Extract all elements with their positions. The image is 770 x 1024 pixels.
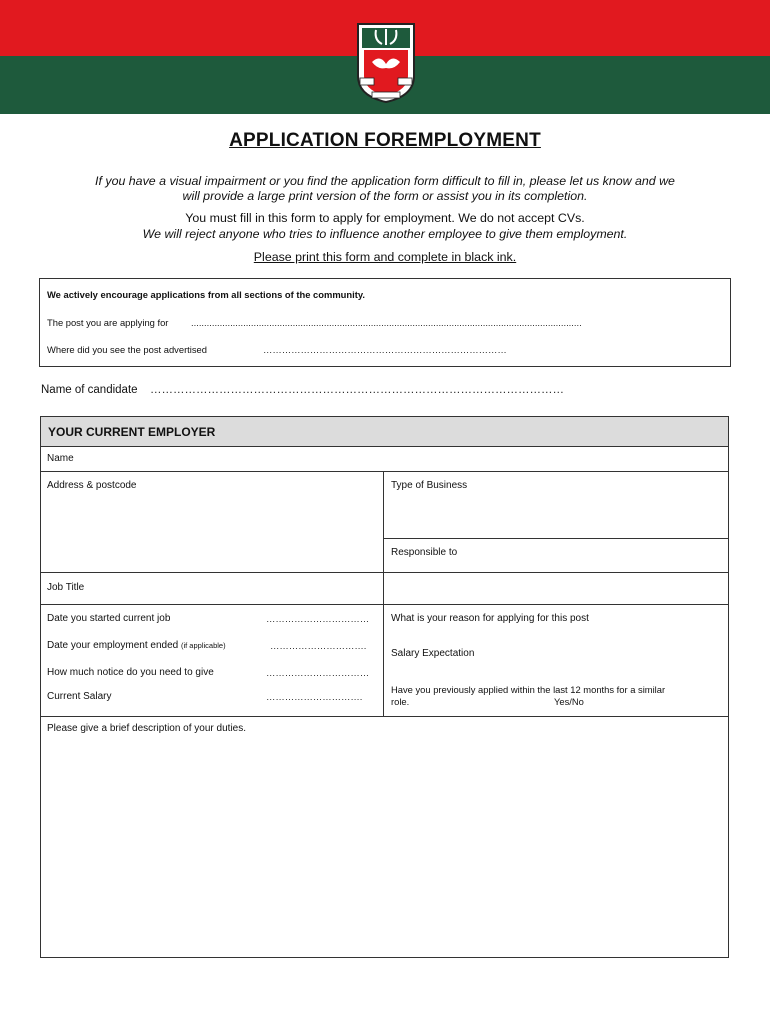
row-divider bbox=[40, 471, 729, 472]
row-divider bbox=[40, 716, 729, 717]
start-date-label: Date you started current job bbox=[47, 613, 171, 624]
end-date-field[interactable]: …………………………. bbox=[270, 640, 367, 651]
yes-no-options[interactable]: Yes/No bbox=[554, 696, 584, 707]
advert-field[interactable]: …………………………………………………………………… bbox=[263, 344, 507, 355]
page-title: APPLICATION FOREMPLOYMENT bbox=[229, 130, 541, 151]
candidate-label: Name of candidate bbox=[41, 384, 138, 396]
post-field[interactable]: ...................................................................................................................................................... bbox=[191, 317, 582, 328]
business-type-label: Type of Business bbox=[391, 480, 468, 491]
intro-line-3: You must fill in this form to apply for employment. We do not accept CVs. bbox=[185, 211, 585, 225]
employer-heading: YOUR CURRENT EMPLOYER bbox=[48, 425, 216, 439]
row-divider bbox=[40, 572, 729, 573]
start-date-field[interactable]: …………………………… bbox=[266, 613, 370, 624]
end-date-label-text: Date your employment ended bbox=[47, 640, 179, 651]
intro-line-4: We will reject anyone who tries to influence another employee to give them employment. bbox=[142, 227, 628, 241]
address-label: Address & postcode bbox=[47, 480, 137, 491]
end-date-label bbox=[47, 640, 226, 651]
intro-line-1: If you have a visual impairment or you find the application form difficult to fill in, please let us know and we bbox=[95, 174, 675, 188]
responsible-to-label: Responsible to bbox=[391, 547, 458, 558]
row-divider bbox=[383, 538, 729, 539]
job-title-label: Job Title bbox=[47, 582, 85, 593]
notice-label: How much notice do you need to give bbox=[47, 667, 214, 678]
advert-label: Where did you see the post advertised bbox=[47, 344, 207, 355]
reason-label: What is your reason for applying for this post bbox=[391, 613, 589, 624]
notice-field[interactable]: …………………………… bbox=[266, 667, 370, 678]
end-date-note: (if applicable) bbox=[180, 641, 226, 650]
community-statement: We actively encourage applications from all sections of the community. bbox=[47, 289, 365, 300]
club-crest-icon bbox=[354, 18, 418, 104]
print-instruction: Please print this form and complete in black ink. bbox=[253, 250, 517, 264]
post-label: The post you are applying for bbox=[47, 317, 169, 328]
row-divider bbox=[40, 604, 729, 605]
salary-field[interactable]: …………………………. bbox=[266, 691, 363, 702]
column-divider bbox=[383, 471, 384, 716]
candidate-field[interactable]: ……………………………………………………………………………………………… bbox=[150, 384, 564, 396]
duties-label: Please give a brief description of your duties. bbox=[47, 723, 246, 734]
salary-label: Current Salary bbox=[47, 691, 112, 702]
previous-application-label-2: role. bbox=[391, 696, 410, 707]
salary-expectation-label: Salary Expectation bbox=[391, 648, 475, 659]
previous-application-label: Have you previously applied within the last 12 months for a similar bbox=[391, 684, 666, 695]
intro-line-2: will provide a large print version of the form or assist you in its completion. bbox=[182, 189, 588, 203]
employer-section-header bbox=[40, 416, 729, 447]
employer-table bbox=[40, 446, 729, 958]
employer-name-label: Name bbox=[47, 453, 74, 464]
